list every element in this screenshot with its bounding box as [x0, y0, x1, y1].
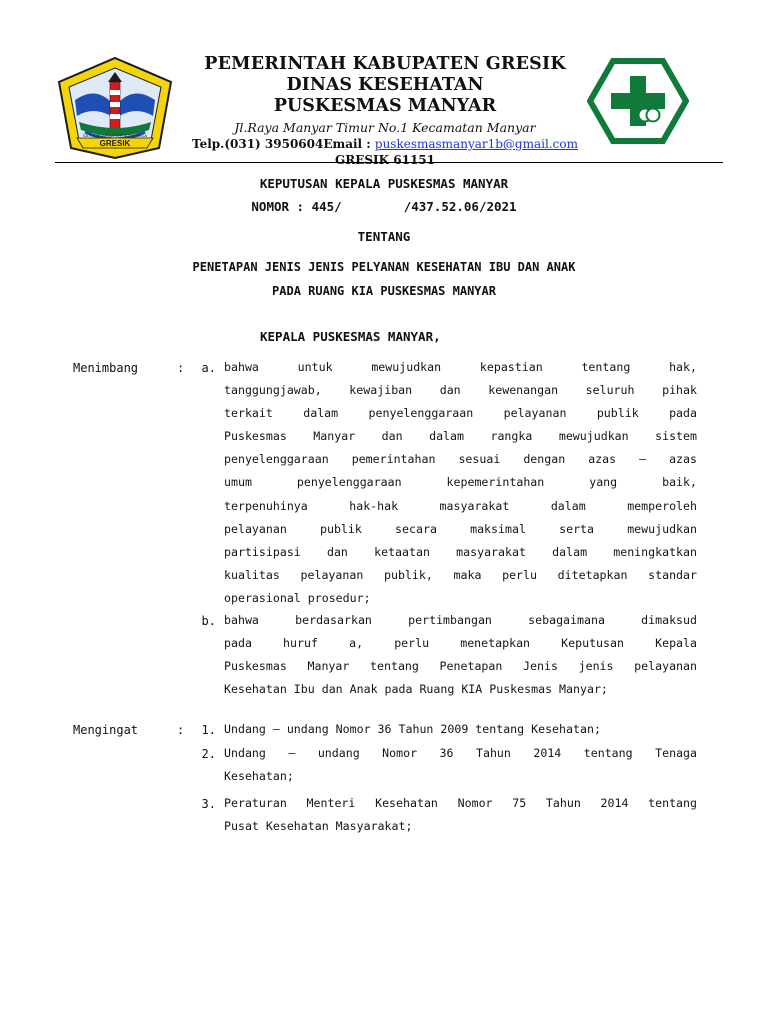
mengingat-3-marker: 3. — [201, 797, 216, 811]
mengingat-label: Mengingat — [73, 723, 139, 737]
mengingat-2-marker: 2. — [201, 747, 216, 761]
email-link[interactable]: puskesmasmanyar1b@gmail.com — [374, 137, 578, 151]
letterhead-phone: Telp.(031) 3950604Email : — [192, 137, 375, 151]
letterhead-clinic: PUSKESMAS MANYAR — [273, 96, 497, 116]
text-line: bahwa untuk mewujudkan kepastian tentang hak, — [224, 360, 697, 374]
crest-name-text: GRESIK — [99, 139, 131, 148]
text-line: pelayanan publik secara maksimal serta mewujudkan — [224, 521, 697, 536]
crest-motto-text: SATYA DHARMA KERTA RAHARJA — [82, 133, 148, 138]
letterhead-government: PEMERINTAH KABUPATEN GRESIK — [204, 54, 566, 74]
menimbang-a-marker: a. — [201, 361, 216, 375]
text-line: Undang – undang Nomor 36 Tahun 2009 tentang Kesehatan; — [224, 722, 601, 736]
letterhead-city: GRESIK 61151 — [334, 153, 435, 167]
subject-line-1: PENETAPAN JENIS JENIS PELYANAN KESEHATAN IBU DAN ANAK — [192, 260, 576, 274]
text-line: penyelenggaraan pemerintahan sesuai dengan azas – azas — [224, 452, 697, 467]
decree-number-suffix: /437.52.06/2021 — [403, 199, 517, 214]
text-line: kualitas pelayanan publik, maka perlu ditetapkan standar — [224, 567, 697, 582]
text-line: Undang – undang Nomor 36 Tahun 2014 tentang Tenaga — [224, 746, 697, 760]
about-heading: TENTANG — [357, 229, 411, 244]
puskesmas-cross-icon — [587, 58, 689, 144]
text-line: Puskesmas Manyar tentang Penetapan Jenis jenis pelayanan — [224, 659, 697, 674]
text-line: Puskesmas Manyar dan dalam rangka mewujudkan sistem — [224, 429, 697, 444]
text-line: operasional prosedur; — [224, 590, 371, 605]
mengingat-1-marker: 1. — [201, 723, 216, 737]
text-line: Kesehatan Ibu dan Anak pada Ruang KIA Puskesmas Manyar; — [224, 682, 608, 697]
text-line: bahwa berdasarkan pertimbangan sebagaimana dimaksud — [224, 613, 697, 627]
mengingat-colon: : — [177, 723, 185, 737]
letterhead-divider — [55, 162, 723, 163]
menimbang-a-text — [224, 356, 697, 610]
decree-number-prefix: NOMOR : 445/ — [251, 199, 342, 214]
text-line: partisipasi dan ketaatan masyarakat dalam meningkatkan — [224, 544, 697, 559]
menimbang-b-marker: b. — [201, 614, 216, 628]
menimbang-label: Menimbang — [73, 361, 139, 375]
mengingat-1-text — [224, 718, 697, 741]
text-line: Kesehatan; — [224, 769, 294, 784]
mengingat-3-text — [224, 792, 697, 838]
letterhead — [180, 54, 590, 168]
gresik-regency-crest-icon — [55, 56, 175, 160]
decree-title: KEPUTUSAN KEPALA PUSKESMAS MANYAR — [259, 176, 509, 191]
letterhead-address: Jl.Raya Manyar Timur No.1 Kecamatan Manyar — [234, 120, 536, 135]
text-line: terkait dalam penyelenggaraan pelayanan publik pada — [224, 406, 697, 421]
text-line: pada huruf a, perlu menetapkan Keputusan Kepala — [224, 636, 697, 651]
text-line: terpenuhinya hak-hak masyarakat dalam memperoleh — [224, 498, 697, 513]
subject-line-2: PADA RUANG KIA PUSKESMAS MANYAR — [272, 284, 496, 298]
mengingat-2-text — [224, 742, 697, 788]
text-line: tanggungjawab, kewajiban dan kewenangan seluruh pihak — [224, 383, 697, 398]
text-line: umum penyelenggaraan kepemerintahan yang baik, — [224, 475, 697, 490]
text-line: Pusat Kesehatan Masyarakat; — [224, 819, 413, 834]
official-title: KEPALA PUSKESMAS MANYAR, — [260, 329, 441, 344]
letterhead-contact — [180, 136, 590, 152]
menimbang-colon: : — [177, 361, 185, 375]
text-line: Peraturan Menteri Kesehatan Nomor 75 Tahun 2014 tentang — [224, 796, 697, 810]
decree-number — [70, 199, 698, 214]
letterhead-department: DINAS KESEHATAN — [286, 75, 484, 95]
menimbang-b-text — [224, 609, 697, 701]
